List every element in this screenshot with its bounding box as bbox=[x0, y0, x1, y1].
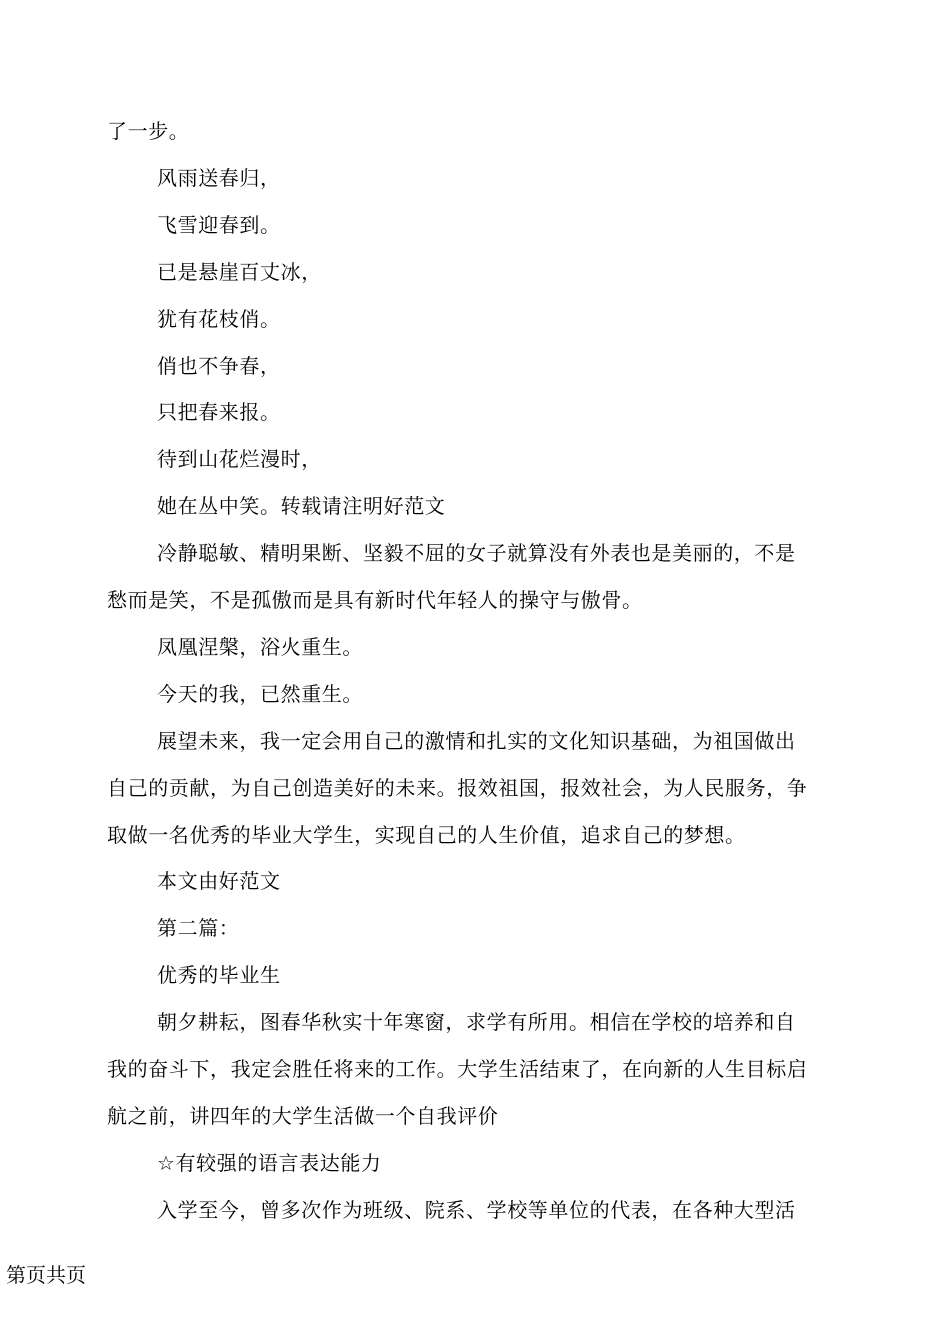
text-line: 展望未来，我一定会用自己的激情和扎实的文化知识基础，为祖国做出 bbox=[157, 729, 796, 753]
text-line: 自己的贡献，为自己创造美好的未来。报效祖国，报效社会，为人民服务，争 bbox=[107, 776, 808, 800]
text-line: 凤凰涅槃，浴火重生。 bbox=[157, 635, 363, 659]
text-line: 我的奋斗下，我定会胜任将来的工作。大学生活结束了，在向新的人生目标启 bbox=[107, 1057, 808, 1081]
text-line: 她在丛中笑。转载请注明好范文 bbox=[157, 494, 446, 518]
text-line: 航之前，讲四年的大学生活做一个自我评价 bbox=[107, 1104, 499, 1128]
text-line: 了一步。 bbox=[107, 119, 190, 143]
text-line: 只把春来报。 bbox=[157, 400, 281, 424]
text-line: 风雨送春归， bbox=[157, 166, 281, 190]
text-line: 俏也不争春， bbox=[157, 354, 281, 378]
text-line: 冷静聪敏、精明果断、坚毅不屈的女子就算没有外表也是美丽的，不是 bbox=[157, 541, 796, 565]
text-line: 入学至今，曾多次作为班级、院系、学校等单位的代表，在各种大型活 bbox=[157, 1198, 796, 1222]
text-line: 朝夕耕耘，图春华秋实十年寒窗，求学有所用。相信在学校的培养和自 bbox=[157, 1010, 796, 1034]
text-line: 第二篇： bbox=[157, 916, 240, 940]
text-line: 愁而是笑，不是孤傲而是具有新时代年轻人的操守与傲骨。 bbox=[107, 588, 643, 612]
text-line: 取做一名优秀的毕业大学生，实现自己的人生价值，追求自己的梦想。 bbox=[107, 823, 746, 847]
text-line: ☆有较强的语言表达能力 bbox=[157, 1151, 382, 1175]
text-line: 本文由好范文 bbox=[157, 869, 281, 893]
page-footer: 第页共页 bbox=[6, 1263, 86, 1287]
text-line: 犹有花枝俏。 bbox=[157, 307, 281, 331]
text-line: 今天的我，已然重生。 bbox=[157, 682, 363, 706]
text-line: 待到山花烂漫时， bbox=[157, 447, 322, 471]
text-line: 已是悬崖百丈冰， bbox=[157, 260, 322, 284]
text-line: 飞雪迎春到。 bbox=[157, 213, 281, 237]
text-line: 优秀的毕业生 bbox=[157, 963, 281, 987]
